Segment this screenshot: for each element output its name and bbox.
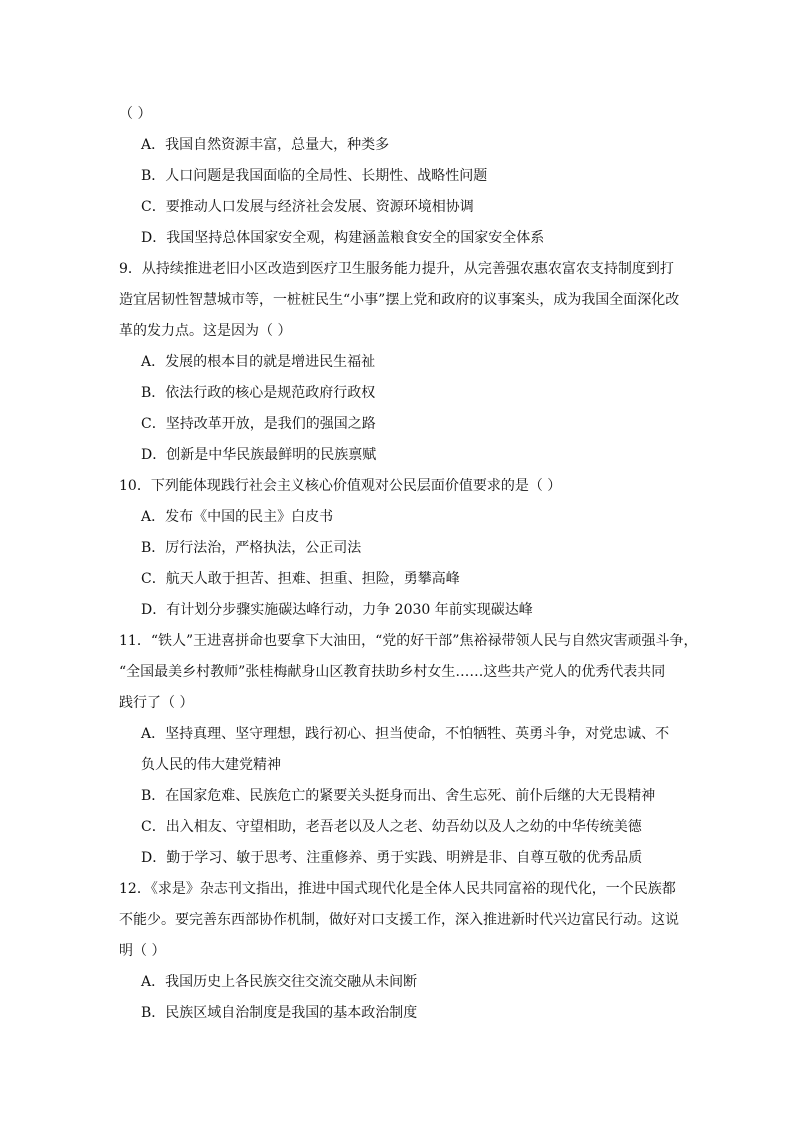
- q12-stem-line: 不能少。要完善东西部协作机制，做好对口支援工作，深入推进新时代兴边富民行动。这说: [119, 912, 679, 928]
- q11-option-a-continued: 负人民的伟大建党精神: [141, 757, 281, 773]
- q8-option-c: C．要推动人口发展与经济社会发展、资源环境相协调: [141, 199, 474, 215]
- q9-option-d: D．创新是中华民族最鲜明的民族禀赋: [141, 447, 377, 463]
- q11-stem-line: 11．“铁人”王进喜拼命也要拿下大油田，“党的好干部”焦裕禄带领人民与自然灾害顽强斗争，: [119, 633, 698, 649]
- q11-option-d: D．勤于学习、敏于思考、注重修养、勇于实践、明辨是非、自尊互敬的优秀品质: [141, 850, 643, 866]
- q12-stem-line: 明（ ）: [119, 943, 166, 959]
- q8-answer-blank: （ ）: [119, 106, 152, 122]
- q8-option-b: B．人口问题是我国面临的全局性、长期性、战略性问题: [141, 168, 488, 184]
- q9-stem-line: 造宜居韧性智慧城市等，一桩桩民生“小事”摆上党和政府的议事案头，成为我国全面深化改: [119, 292, 680, 308]
- q10-option-d: D．有计划分步骤实施碳达峰行动，力争 2030 年前实现碳达峰: [141, 602, 533, 618]
- q8-options: [119, 130, 679, 254]
- q11-stem-line: 践行了（ ）: [119, 695, 194, 711]
- q9-stem-line: 9．从持续推进老旧小区改造到医疗卫生服务能力提升，从完善强农惠农富农支持制度到打: [119, 261, 674, 277]
- q10-option-c: C．航天人敢于担苦、担难、担重、担险，勇攀高峰: [141, 571, 460, 587]
- q8-option-d: D．我国坚持总体国家安全观，构建涵盖粮食安全的国家安全体系: [141, 230, 545, 246]
- question-9: [119, 254, 679, 471]
- q10-stem-line: 10．下列能体现践行社会主义核心价值观对公民层面价值要求的是（ ）: [119, 478, 562, 494]
- q9-option-a: A．发展的根本目的就是增进民生福祉: [141, 354, 376, 370]
- q9-option-b: B．依法行政的核心是规范政府行政权: [141, 385, 376, 401]
- q11-option-b: B．在国家危难、民族危亡的紧要关头挺身而出、舍生忘死、前仆后继的大无畏精神: [141, 788, 656, 804]
- q12-option-a: A．我国历史上各民族交往交流交融从未间断: [141, 974, 418, 990]
- question-12: [119, 874, 679, 1029]
- q9-stem-line: 革的发力点。这是因为（ ）: [119, 323, 292, 339]
- question-11: [119, 626, 698, 874]
- q12-stem-line: 12．《求是》杂志刊文指出，推进中国式现代化是全体人民共同富裕的现代化，一个民族都: [119, 881, 676, 897]
- q8-option-a: A．我国自然资源丰富，总量大，种类多: [141, 137, 390, 153]
- q10-option-a: A．发布《中国的民主》白皮书: [141, 509, 334, 525]
- q9-option-c: C．坚持改革开放，是我们的强国之路: [141, 416, 376, 432]
- question-10: [119, 471, 679, 626]
- q11-option-a: A．坚持真理、坚守理想，践行初心、担当使命，不怕牺牲、英勇斗争，对党忠诚、不: [141, 726, 670, 742]
- q11-stem-line: “全国最美乡村教师”张桂梅献身山区教育扶助乡村女生……这些共产党人的优秀代表共同: [119, 664, 666, 680]
- question-content: [119, 99, 698, 1029]
- q10-option-b: B．厉行法治，严格执法，公正司法: [141, 540, 362, 556]
- q12-option-b: B．民族区域自治制度是我国的基本政治制度: [141, 1005, 418, 1021]
- q11-option-c: C．出入相友、守望相助，老吾老以及人之老、幼吾幼以及人之幼的中华传统美德: [141, 819, 642, 835]
